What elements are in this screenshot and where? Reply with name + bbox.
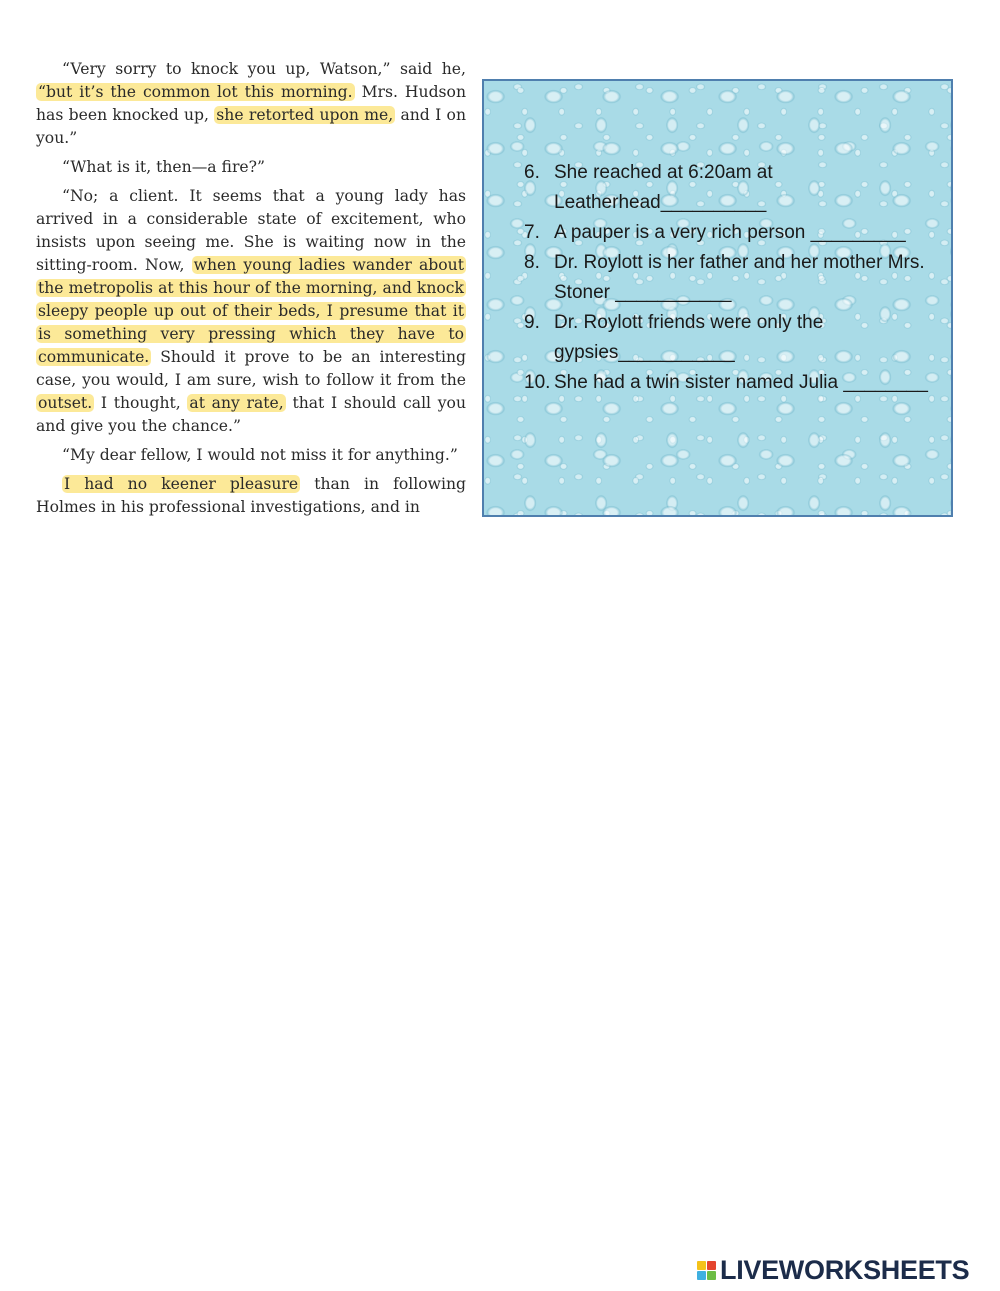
passage-text: that I should call you and give you the chance.”: [36, 394, 466, 435]
question-item: [524, 158, 944, 218]
question-item: [524, 308, 944, 368]
question-number: 7.: [524, 222, 540, 243]
passage-paragraph: [36, 473, 466, 519]
passage-text: I thought,: [94, 394, 188, 412]
logo-mark-icon: [697, 1261, 716, 1280]
question-item: [524, 248, 944, 308]
logo-text: LIVEWORKSHEETS: [720, 1254, 970, 1285]
question-item: [524, 368, 944, 398]
passage-text: and I on you.”: [36, 106, 466, 147]
passage-text: “No; a client. It seems that a young lady has arrived in a considerable state of excitement, who insists upon seeing me. She is waiting now in the sitting-room. Now,: [36, 187, 466, 274]
passage-text: “What is it, then—a fire?”: [62, 158, 265, 176]
question-item: [524, 218, 944, 248]
highlighted-phrase: outset.: [38, 394, 93, 412]
passage-text: than in following Holmes in his professional investigations, and in: [36, 475, 466, 516]
question-number: 9.: [524, 312, 540, 333]
highlighted-phrase: she retorted upon me,: [216, 106, 394, 124]
question-text: She had a twin sister named Julia ________: [554, 372, 928, 393]
question-number: 6.: [524, 162, 540, 183]
question-number: 8.: [524, 252, 540, 273]
highlighted-phrase: “but it’s the common lot this morning.: [38, 83, 353, 101]
passage-text: Should it prove to be an interesting case, you would, I am sure, wish to follow it from the: [36, 348, 466, 389]
passage-paragraph: [36, 58, 466, 150]
liveworksheets-logo: [697, 1254, 969, 1286]
passage-paragraph: [36, 444, 466, 467]
questions-card: [482, 79, 953, 517]
highlighted-phrase: when young ladies wander about the metropolis at this hour of the morning, and knock sleepy people up out of their beds, I presume that it is something very pressing which they have to communicate.: [38, 256, 464, 366]
passage-text: “Very sorry to knock you up, Watson,” said he,: [62, 60, 466, 78]
story-passage: [36, 58, 466, 525]
passage-text: “My dear fellow, I would not miss it for anything.”: [62, 446, 458, 464]
question-number: 10.: [524, 372, 551, 393]
highlighted-phrase: at any rate,: [189, 394, 284, 412]
passage-text: Mrs. Hudson has been knocked up,: [36, 83, 466, 124]
question-text: She reached at 6:20am at Leatherhead__________: [554, 162, 773, 213]
passage-paragraph: [36, 185, 466, 438]
highlighted-phrase: I had no keener pleasure: [64, 475, 299, 493]
questions-list: [524, 158, 944, 398]
question-text: Dr. Roylott is her father and her mother Mrs. Stoner ___________: [554, 252, 925, 303]
question-text: A pauper is a very rich person _________: [554, 222, 906, 243]
question-text: Dr. Roylott friends were only the gypsies___________: [554, 312, 824, 363]
passage-paragraph: [36, 156, 466, 179]
